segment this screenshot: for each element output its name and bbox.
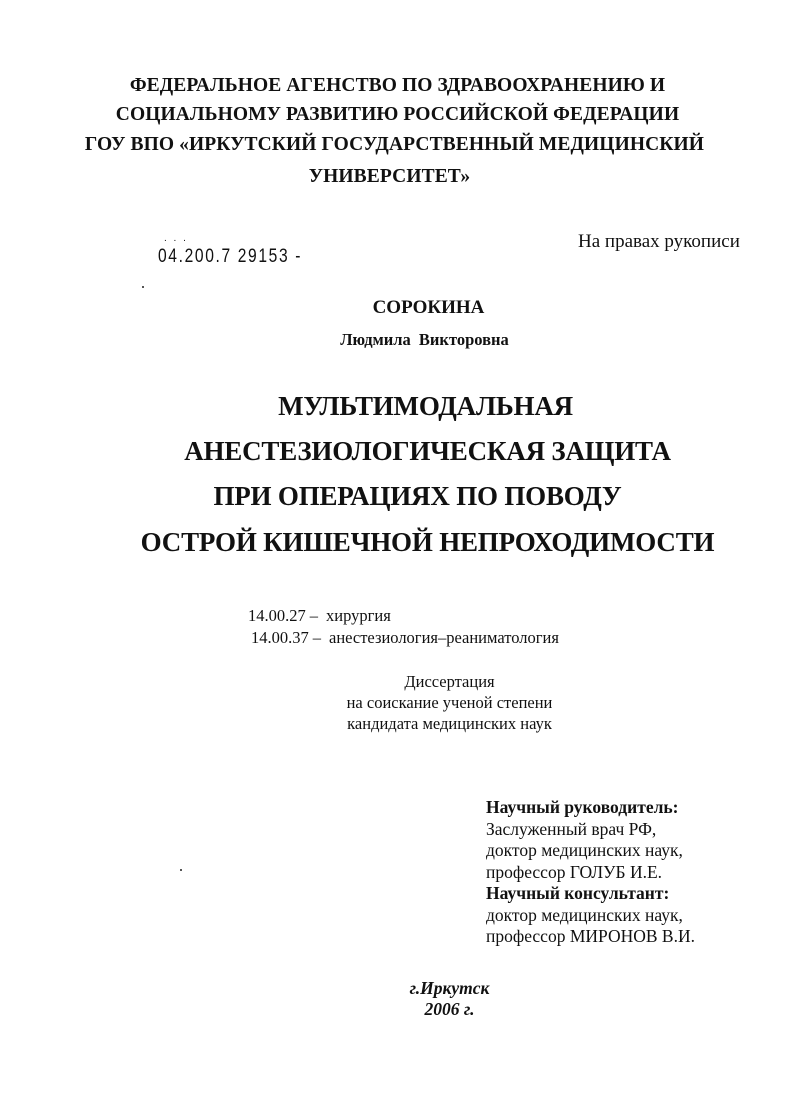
rights-notice: На правах рукописи bbox=[578, 231, 740, 252]
specialty-dash: – bbox=[309, 606, 318, 625]
scan-speck bbox=[142, 286, 144, 288]
consultant-label: Научный консультант: bbox=[486, 883, 670, 903]
specialty-name: анестезиология–реаниматология bbox=[329, 628, 559, 647]
specialty-row bbox=[248, 606, 391, 626]
library-stamp-number: 04.200.7 29153 - bbox=[158, 246, 303, 267]
consultant-line: профессор МИРОНОВ В.И. bbox=[486, 926, 695, 946]
dissertation-line-2: на соискание ученой степени bbox=[346, 693, 553, 712]
title-line-1: МУЛЬТИМОДАЛЬНАЯ bbox=[278, 391, 573, 421]
stamp-dots: . . . bbox=[164, 233, 188, 244]
agency-line-1: ФЕДЕРАЛЬНОЕ АГЕНСТВО ПО ЗДРАВООХРАНЕНИЮ И bbox=[129, 75, 666, 96]
specialty-name: хирургия bbox=[326, 606, 391, 625]
title-line-2: АНЕСТЕЗИОЛОГИЧЕСКАЯ ЗАЩИТА bbox=[184, 436, 671, 466]
title-line-3: ПРИ ОПЕРАЦИЯХ ПО ПОВОДУ bbox=[213, 481, 622, 511]
supervisor-line: профессор ГОЛУБ И.Е. bbox=[486, 861, 663, 882]
supervisor-line: доктор медицинских наук, bbox=[486, 840, 683, 860]
agency-line-4: УНИВЕРСИТЕТ» bbox=[308, 166, 471, 187]
scan-speck bbox=[180, 869, 182, 871]
dissertation-line-1: Диссертация bbox=[404, 672, 495, 691]
agency-line-2: СОЦИАЛЬНОМУ РАЗВИТИЮ РОССИЙСКОЙ ФЕДЕРАЦИИ bbox=[115, 104, 680, 125]
consultant-line: доктор медицинских наук, bbox=[486, 904, 683, 925]
city: г.Иркутск bbox=[409, 978, 490, 998]
title-line-4: ОСТРОЙ КИШЕЧНОЙ НЕПРОХОДИМОСТИ bbox=[140, 527, 715, 557]
supervisor-line: Заслуженный врач РФ, bbox=[486, 818, 657, 839]
specialty-row bbox=[251, 628, 559, 648]
advisors-block bbox=[486, 797, 695, 948]
dissertation-line-3: кандидата медицинских наук bbox=[347, 714, 552, 733]
specialty-code: 14.00.37 bbox=[251, 628, 309, 647]
year: 2006 г. bbox=[424, 999, 475, 1019]
agency-line-3: ГОУ ВПО «ИРКУТСКИЙ ГОСУДАРСТВЕННЫЙ МЕДИЦИНСКИЙ bbox=[84, 134, 705, 155]
author-surname: СОРОКИНА bbox=[372, 297, 485, 318]
specialty-dash: – bbox=[312, 628, 321, 647]
specialty-code: 14.00.27 bbox=[248, 606, 306, 625]
supervisor-label: Научный руководитель: bbox=[486, 797, 679, 817]
author-given-names: Людмила Викторовна bbox=[340, 330, 509, 349]
